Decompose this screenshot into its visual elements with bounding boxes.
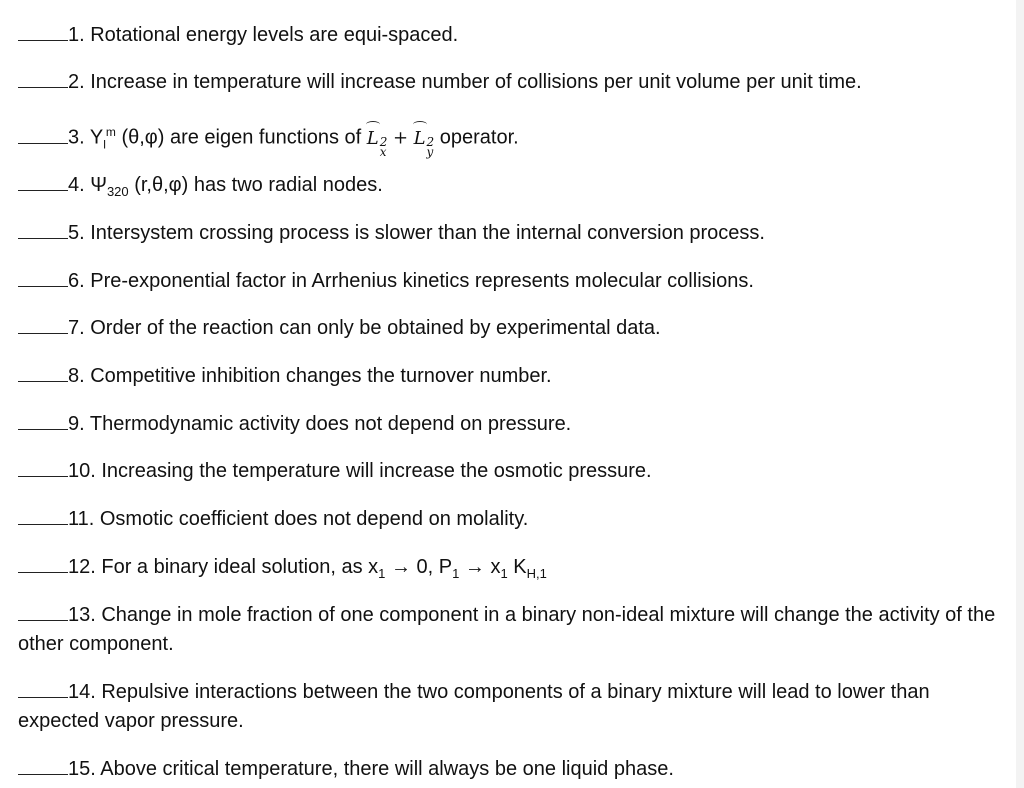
question-5: 5. Intersystem crossing process is slower than the internal conversion process.	[18, 218, 1008, 248]
answer-blank[interactable]	[18, 552, 68, 573]
answer-blank[interactable]	[18, 677, 68, 698]
answer-blank[interactable]	[18, 754, 68, 775]
question-12: 12. For a binary ideal solution, as $x_1 \to 0$, $P_1 \to x_1$ $K_{H,1}$	[18, 552, 1008, 588]
question-13: 13. Change in mole fraction of one component in a binary non-ideal mixture will change the activity of the other component.	[18, 600, 1008, 659]
answer-blank[interactable]	[18, 361, 68, 382]
answer-blank[interactable]	[18, 456, 68, 477]
question-11: 11. Osmotic coefficient does not depend on molality.	[18, 504, 1008, 534]
answer-blank[interactable]	[18, 67, 68, 88]
question-2: 2. Increase in temperature will increase number of collisions per unit volume per unit time.	[18, 67, 1008, 97]
answer-blank[interactable]	[18, 313, 68, 334]
answer-blank[interactable]	[18, 504, 68, 525]
question-7: 7. Order of the reaction can only be obtained by experimental data.	[18, 313, 1008, 343]
answer-blank[interactable]	[18, 409, 68, 430]
question-10: 10. Increasing the temperature will increase the osmotic pressure.	[18, 456, 1008, 486]
answer-blank[interactable]	[18, 600, 68, 621]
answer-blank[interactable]	[18, 20, 68, 41]
answer-blank[interactable]	[18, 170, 68, 191]
question-8: 8. Competitive inhibition changes the turnover number.	[18, 361, 1008, 391]
operator-lx-squared: L 2 x	[367, 128, 388, 149]
question-14: 14. Repulsive interactions between the two components of a binary mixture will lead to lower than expected vapor pressure.	[18, 677, 978, 736]
question-3: 3. $Y_l^m$ (θ,φ) are eigen functions of L 2 x + L 2 y operator.	[18, 118, 1008, 160]
question-15: 15. Above critical temperature, there will always be one liquid phase.	[18, 754, 1008, 784]
question-6: 6. Pre-exponential factor in Arrhenius kinetics represents molecular collisions.	[18, 266, 1008, 296]
scrollbar[interactable]	[1016, 0, 1024, 788]
question-1: 1. Rotational energy levels are equi-spaced.	[18, 20, 1008, 50]
operator-ly-squared: L 2 y	[414, 128, 435, 149]
answer-blank[interactable]	[18, 218, 68, 239]
answer-blank[interactable]	[18, 123, 68, 144]
question-9: 9. Thermodynamic activity does not depend on pressure.	[18, 409, 1008, 439]
question-4: 4. $\Psi_{320}$ (r,θ,φ) has two radial nodes.	[18, 170, 1008, 206]
answer-blank[interactable]	[18, 266, 68, 287]
